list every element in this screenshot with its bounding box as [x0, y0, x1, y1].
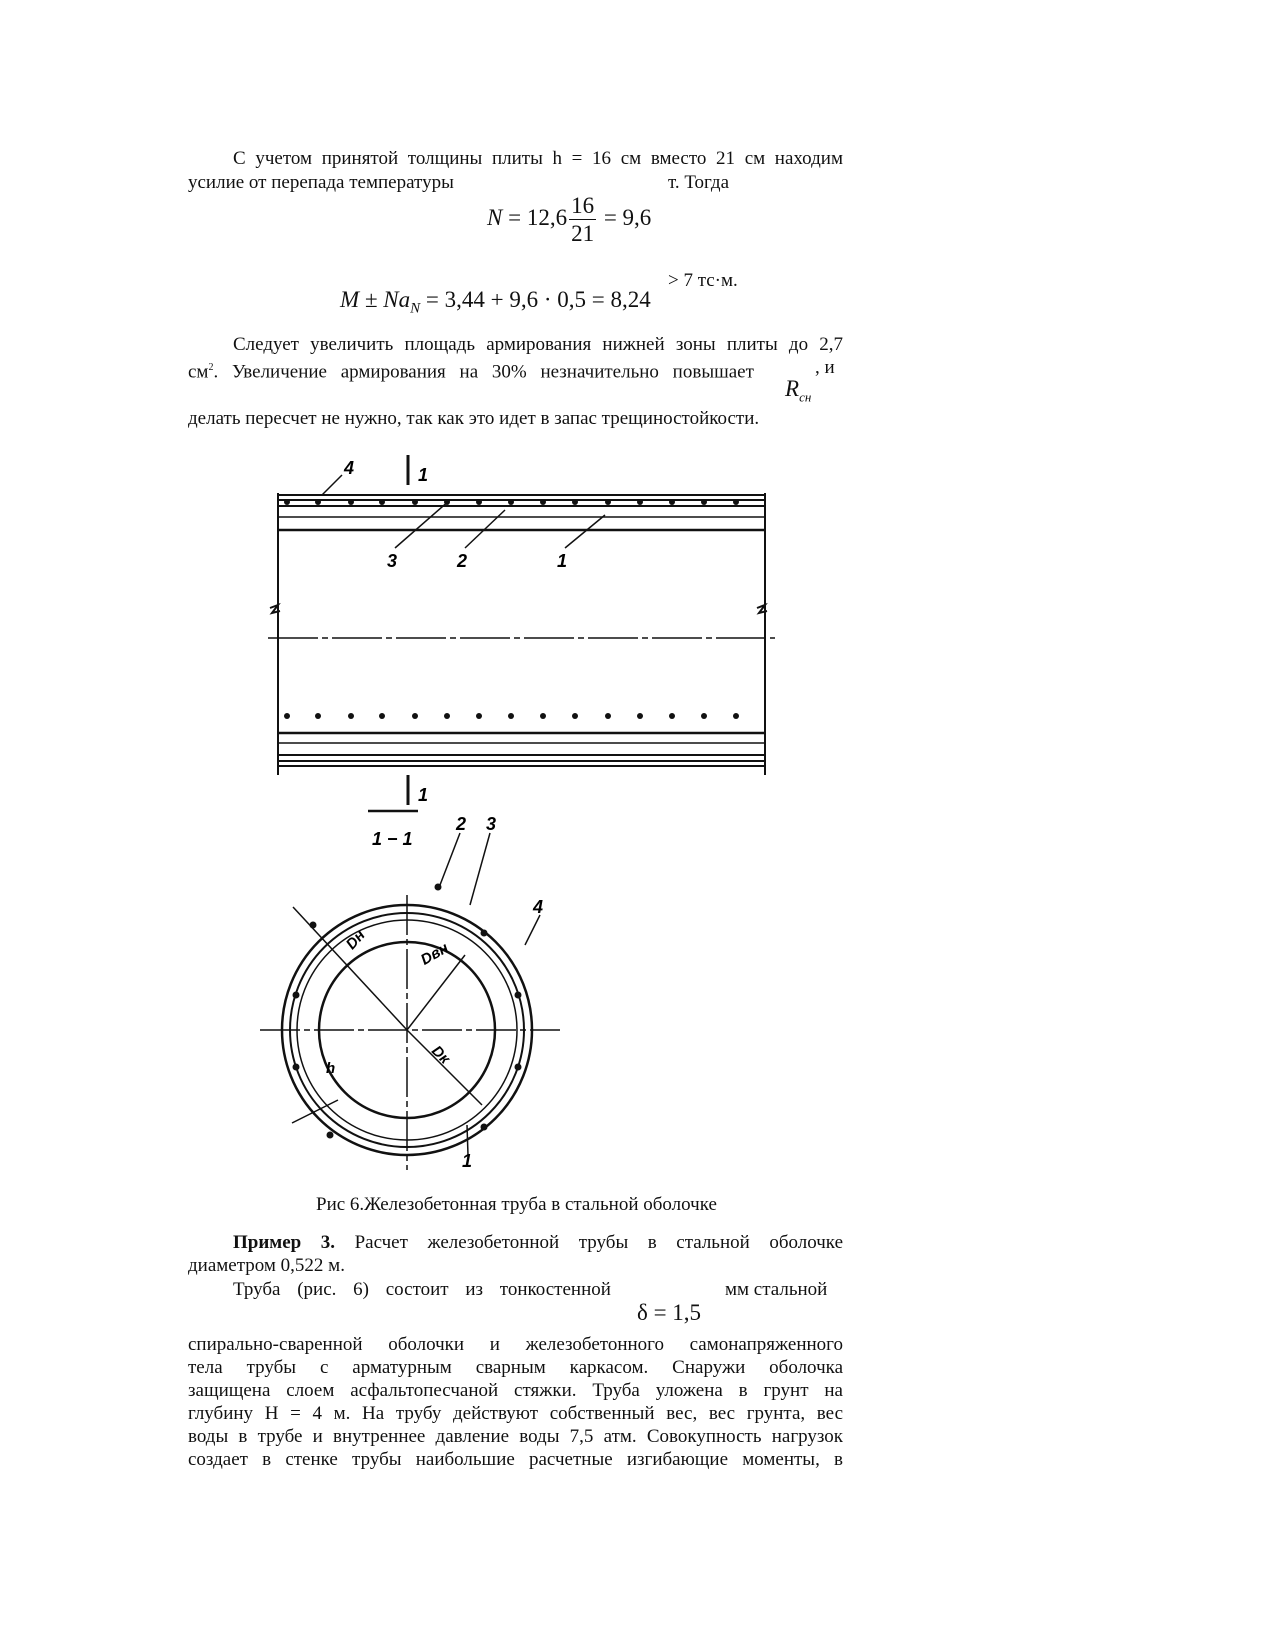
label-layer-2: 2 — [457, 551, 468, 571]
example3-line1-rest: Расчет железобетонной трубы в стальной оболочке — [354, 1232, 843, 1253]
label-dvn: Dвн — [417, 939, 452, 969]
para2-sup: 2 — [208, 362, 214, 373]
label-h: h — [326, 1060, 336, 1077]
para2-line2-text: . Увеличение армирования на 30% незначительно повышает — [213, 361, 754, 383]
eq1-eq: = — [508, 204, 522, 230]
para1-line1: С учетом принятой толщины плиты h = 16 см вместо 21 см находим — [233, 148, 843, 169]
equation-m — [340, 287, 651, 318]
label-layer-3: 3 — [387, 551, 398, 571]
para2-unit: см — [188, 361, 209, 383]
eq1-fraction — [569, 192, 596, 247]
label-cross-1: 1 — [462, 1151, 473, 1170]
example3-text-line-2: тела трубы с арматурным сварным каркасом. Снаружи оболочка — [188, 1357, 843, 1378]
eq1-coef: 12,6 — [526, 204, 568, 230]
eq2-suffix: > 7 тс·м. — [668, 270, 738, 291]
label-dn: Dн — [342, 926, 369, 953]
example3-text-line-5: воды в трубе и внутреннее давление воды 7,5 атм. Совокупность нагрузок — [188, 1426, 843, 1447]
para2-line3: делать пересчет не нужно, так как это идет в запас трещиностойкости. — [188, 408, 760, 429]
label-cross-2: 2 — [456, 814, 467, 834]
example3-text-line-6: создает в стенке трубы наибольшие расчетные изгибающие моменты, в — [188, 1449, 843, 1470]
example3-line3-end: мм стальной — [725, 1279, 828, 1300]
para2-line2 — [188, 357, 754, 383]
r-sub: сн — [799, 389, 812, 405]
label-cross-4: 4 — [533, 897, 544, 917]
example3-text-line-1: спирально-сваренной оболочки и железобетонного самонапряженного — [188, 1334, 843, 1355]
label-layer-1: 1 — [557, 551, 568, 571]
eq2-right: = 3,44 + 9,6 · 0,5 = 8,24 — [425, 287, 651, 312]
para1-line2-end: т. Тогда — [668, 172, 729, 193]
label-cut-bottom: 1 — [418, 785, 429, 805]
figure-caption: Рис 6.Железобетонная труба в стальной оболочке — [316, 1194, 717, 1215]
eq2-sub: N — [410, 300, 421, 317]
example3-text-line-3: защищена слоем асфальтопесчаной стяжки. Труба уложена в грунт на — [188, 1380, 843, 1401]
equation-n — [487, 192, 651, 247]
eq1-rhs: = 9,6 — [603, 204, 652, 230]
label-cut-top: 1 — [418, 465, 429, 485]
example3-line1 — [188, 1232, 843, 1254]
example3-title: Пример 3. — [233, 1232, 336, 1253]
label-dk: Dк — [428, 1042, 454, 1068]
example3-text-line-4: глубину H = 4 м. На трубу действуют собственный вес, вес грунта, вес — [188, 1403, 843, 1424]
eq1-lhs: N — [487, 204, 503, 230]
label-layer-4: 4 — [344, 458, 355, 478]
para2-line2-end: , и — [815, 357, 835, 378]
para2-line1: Следует увеличить площадь армирования нижней зоны плиты до 2,7 — [233, 334, 843, 355]
delta-formula: δ = 1,5 — [637, 1300, 702, 1325]
label-cross-3: 3 — [486, 814, 497, 834]
r-symbol — [785, 376, 811, 406]
example3-line3-start: Труба (рис. 6) состоит из тонкостенной — [233, 1279, 611, 1300]
label-section-1-1: 1 − 1 — [372, 829, 413, 849]
r-letter: R — [785, 376, 800, 401]
eq1-numerator: 16 — [571, 193, 595, 218]
figure-pipe-drawing — [260, 455, 780, 1170]
example3-line2: диаметром 0,522 м. — [188, 1255, 345, 1276]
para1-line2-start: усилие от перепада температуры — [188, 172, 454, 193]
eq1-denominator: 21 — [571, 221, 595, 246]
eq2-left: M ± Na — [340, 287, 411, 312]
